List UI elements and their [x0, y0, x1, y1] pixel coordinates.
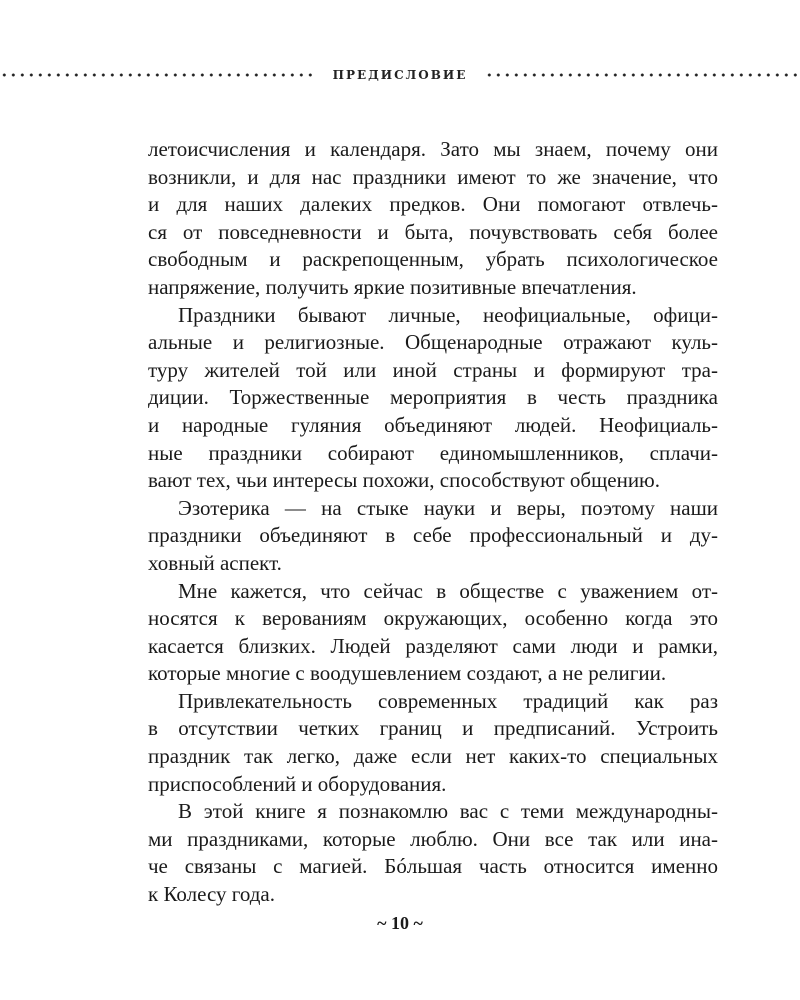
running-header: [0, 60, 800, 90]
text-line: возникли, и для нас праздники имеют то же значение, что: [148, 164, 718, 189]
text-line: касается близких. Людей разделяют сами люди и рамки,: [148, 633, 718, 658]
text-line: напряжение, получить яркие позитивные впечатления.: [148, 274, 637, 299]
text-line: ся от повседневности и быта, почувствовать себя более: [148, 219, 718, 244]
text-line: туру жителей той или иной страны и формируют тра-: [148, 357, 718, 382]
text-line: че связаны с магией. Бóльшая часть относится именно: [148, 854, 718, 879]
text-line: и народные гуляния объединяют людей. Неофициаль-: [148, 412, 718, 437]
text-line: праздники объединяют в себе профессиональный и ду-: [148, 523, 718, 548]
text-line: ховный аспект.: [148, 550, 282, 575]
text-line: к Колесу года.: [148, 882, 275, 907]
page-number: ~ 10 ~: [377, 913, 423, 933]
paragraph: [118, 798, 718, 908]
text-line: праздник так легко, даже если нет каких-то специальных: [148, 744, 718, 769]
text-line: в отсутствии четких границ и предписаний. Устроить: [148, 716, 718, 741]
body-text: [118, 136, 718, 909]
text-line: носятся к верованиям окружающих, особенно когда это: [148, 606, 718, 631]
text-line: диции. Торжественные мероприятия в честь праздника: [148, 385, 718, 410]
paragraph: [118, 688, 718, 798]
text-line: Эзотерика — на стыке науки и веры, поэтому наши: [178, 495, 718, 520]
text-line: Привлекательность современных традиций как раз: [178, 688, 718, 713]
paragraph: [118, 578, 718, 688]
header-dotted-rule-left: [0, 71, 315, 79]
text-line: Праздники бывают личные, неофициальные, офици-: [178, 302, 718, 327]
text-line: свободным и раскрепощенным, убрать психологическое: [148, 247, 718, 272]
text-line: альные и религиозные. Общенародные отражают куль-: [148, 330, 718, 355]
paragraph: [118, 302, 718, 495]
text-line: ные праздники собирают единомышленников, сплачи-: [148, 440, 718, 465]
paragraph: [118, 495, 718, 578]
text-line: ми праздниками, которые люблю. Они все так или ина-: [148, 826, 718, 851]
text-line: летоисчисления и календаря. Зато мы знаем, почему они: [148, 137, 718, 161]
text-line: Мне кажется, что сейчас в обществе с уважением от-: [178, 578, 718, 603]
text-line: вают тех, чьи интересы похожи, способствуют общению.: [148, 468, 660, 493]
header-title: ПРЕДИСЛОВИЕ: [332, 68, 468, 82]
paragraph: [118, 136, 718, 302]
text-line: и для наших далеких предков. Они помогают отвлечь-: [148, 192, 718, 217]
text-line: которые многие с воодушевлением создают, а не религии.: [148, 661, 667, 686]
header-dotted-rule-right: [485, 71, 800, 79]
text-line: В этой книге я познакомлю вас с теми международны-: [178, 799, 718, 824]
text-line: приспособлений и оборудования.: [148, 771, 447, 796]
